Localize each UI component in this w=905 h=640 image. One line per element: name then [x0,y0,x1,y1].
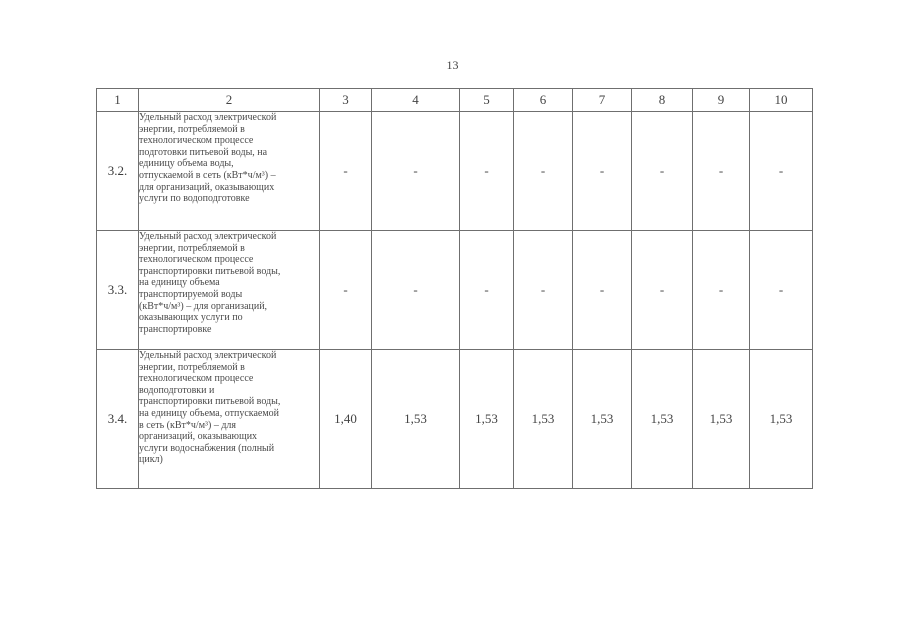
description-line: технологическом процессе [139,254,254,266]
header-cell-5: 5 [460,89,514,112]
header-cell-4: 4 [372,89,460,112]
header-row [97,89,813,112]
row-number: 3.2. [97,112,139,231]
value-cell: - [693,112,750,231]
description-line: услуги водоснабжения (полный [139,442,275,454]
value-cell: - [460,231,514,350]
value-cell: - [372,112,460,231]
header-cell-8: 8 [632,89,693,112]
value-cell: 1,53 [750,350,813,489]
value-cell: 1,53 [372,350,460,489]
description-line: в сеть (кВт*ч/м³) – для [139,419,237,431]
value-cell: 1,53 [632,350,693,489]
indicators-table [96,88,813,489]
header-cell-7: 7 [573,89,632,112]
value-cell: - [514,231,573,350]
table-row [97,112,813,231]
description-line: (кВт*ч/м³) – для организаций, [139,300,268,312]
row-description [139,112,320,231]
description-line: Удельный расход электрической [139,231,277,242]
header-cell-1: 1 [97,89,139,112]
description-line: цикл) [139,454,163,466]
value-cell: - [460,112,514,231]
value-cell: 1,53 [514,350,573,489]
description-line: подготовки питьевой воды, на [139,146,268,158]
value-cell: - [750,112,813,231]
value-cell: 1,53 [460,350,514,489]
description-line: технологическом процессе [139,135,254,147]
value-cell: - [320,231,372,350]
page-number: 13 [446,58,459,72]
value-cell: - [632,231,693,350]
description-line: Удельный расход электрической [139,112,277,123]
description-line: услуги по водоподготовке [139,193,250,205]
description-line: отпускаемой в сеть (кВт*ч/м³) – [139,169,276,181]
row-description [139,350,320,489]
description-line: водоподготовки и [139,384,215,396]
row-number: 3.4. [97,350,139,489]
value-cell: - [320,112,372,231]
value-cell: 1,53 [573,350,632,489]
description-line: технологическом процессе [139,373,254,385]
description-line: транспортируемой воды [139,288,243,300]
header-cell-9: 9 [693,89,750,112]
description-line: на единицу объема [139,277,220,289]
description-line: на единицу объема, отпускаемой [139,407,280,419]
description-line: транспортировке [139,323,212,335]
description-line: Удельный расход электрической [139,350,277,361]
description-line: транспортировки питьевой воды, [139,265,281,277]
header-cell-10: 10 [750,89,813,112]
header-cell-6: 6 [514,89,573,112]
header-cell-2: 2 [139,89,320,112]
value-cell: - [372,231,460,350]
description-line: оказывающих услуги по [139,312,243,324]
value-cell: - [514,112,573,231]
value-cell: - [632,112,693,231]
description-line: энергии, потребляемой в [139,242,245,254]
value-cell: - [693,231,750,350]
description-line: организаций, оказывающих [139,431,258,443]
value-cell: 1,40 [320,350,372,489]
row-description [139,231,320,350]
row-number: 3.3. [97,231,139,350]
description-line: транспортировки питьевой воды, [139,396,281,408]
description-line: энергии, потребляемой в [139,361,245,373]
description-line: для организаций, оказывающих [139,181,275,193]
description-line: единицу объема воды, [139,158,234,170]
value-cell: - [750,231,813,350]
value-cell: - [573,231,632,350]
value-cell: 1,53 [693,350,750,489]
table-row [97,350,813,489]
header-cell-3: 3 [320,89,372,112]
table-row [97,231,813,350]
description-line: энергии, потребляемой в [139,123,245,135]
value-cell: - [573,112,632,231]
